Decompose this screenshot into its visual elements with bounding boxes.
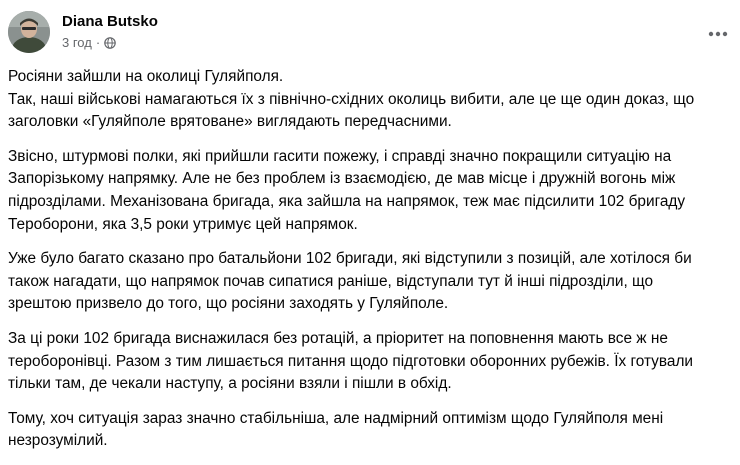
text-line: Тероборони, яка 3,5 роки утримує цей напрямок. (8, 215, 358, 233)
globe-icon (104, 37, 116, 49)
post-header (8, 9, 158, 55)
text-line: підрозділами. Механізована бригада, яка зайшла на напрямок, теж має підсилити 102 бригаду (8, 192, 686, 210)
text-line: тільки там, де чекали наступу, а росіяни взяли і пішли в обхід. (8, 375, 452, 393)
post-timestamp[interactable]: 3 год (62, 35, 92, 50)
more-options-icon (708, 31, 728, 37)
post-text (8, 66, 730, 465)
text-line: За ці роки 102 бригада виснажилася без ротацій, а пріоритет на поповнення мають все ж не (8, 329, 668, 347)
text-line: Так, наші військові намагаються їх з північно-східних околиць вибити, але це ще один доказ, що (8, 90, 695, 108)
avatar[interactable] (8, 11, 50, 53)
text-line: заголовки «Гуляйполе врятоване» виглядають передчасними. (8, 113, 452, 131)
text-line: Запорізькому напрямку. Але не без проблем із взаємодією, де мав місце і дружній вогонь між (8, 170, 676, 188)
post-subline (62, 34, 158, 52)
author-name[interactable]: Diana Butsko (62, 13, 158, 30)
post-meta (62, 12, 158, 52)
text-line: тероборонівці. Разом з тим лишається питання щодо підготовки оборонних рубежів. Їх готували (8, 352, 694, 370)
text-line: Тому, хоч ситуація зараз значно стабільніша, але надмірний оптимізм щодо Гуляйполя мені (8, 409, 664, 427)
text-line: Звісно, штурмові полки, які прийшли гасити пожежу, і справді значно покращили ситуацію на (8, 147, 672, 165)
paragraph-5 (8, 408, 730, 453)
text-line: зрештою призвело до того, що росіяни заходять у Гуляйполе. (8, 295, 449, 313)
text-line: Уже було багато сказано про батальйони 102 бригади, які відступили з позицій, але хотілося би (8, 250, 692, 268)
text-line: також нагадати, що напрямок почав сипатися раніше, відступали тут й інші підрозділи, що (8, 272, 654, 290)
paragraph-4 (8, 328, 730, 396)
avatar-image (8, 11, 50, 53)
more-options-button[interactable] (700, 20, 736, 48)
text-line: незрозумілий. (8, 432, 108, 450)
paragraph-3 (8, 248, 730, 316)
separator-dot: · (95, 35, 101, 50)
paragraph-1 (8, 66, 730, 134)
text-line: Росіяни зайшли на околиці Гуляйполя. (8, 68, 284, 85)
paragraph-2 (8, 146, 730, 236)
